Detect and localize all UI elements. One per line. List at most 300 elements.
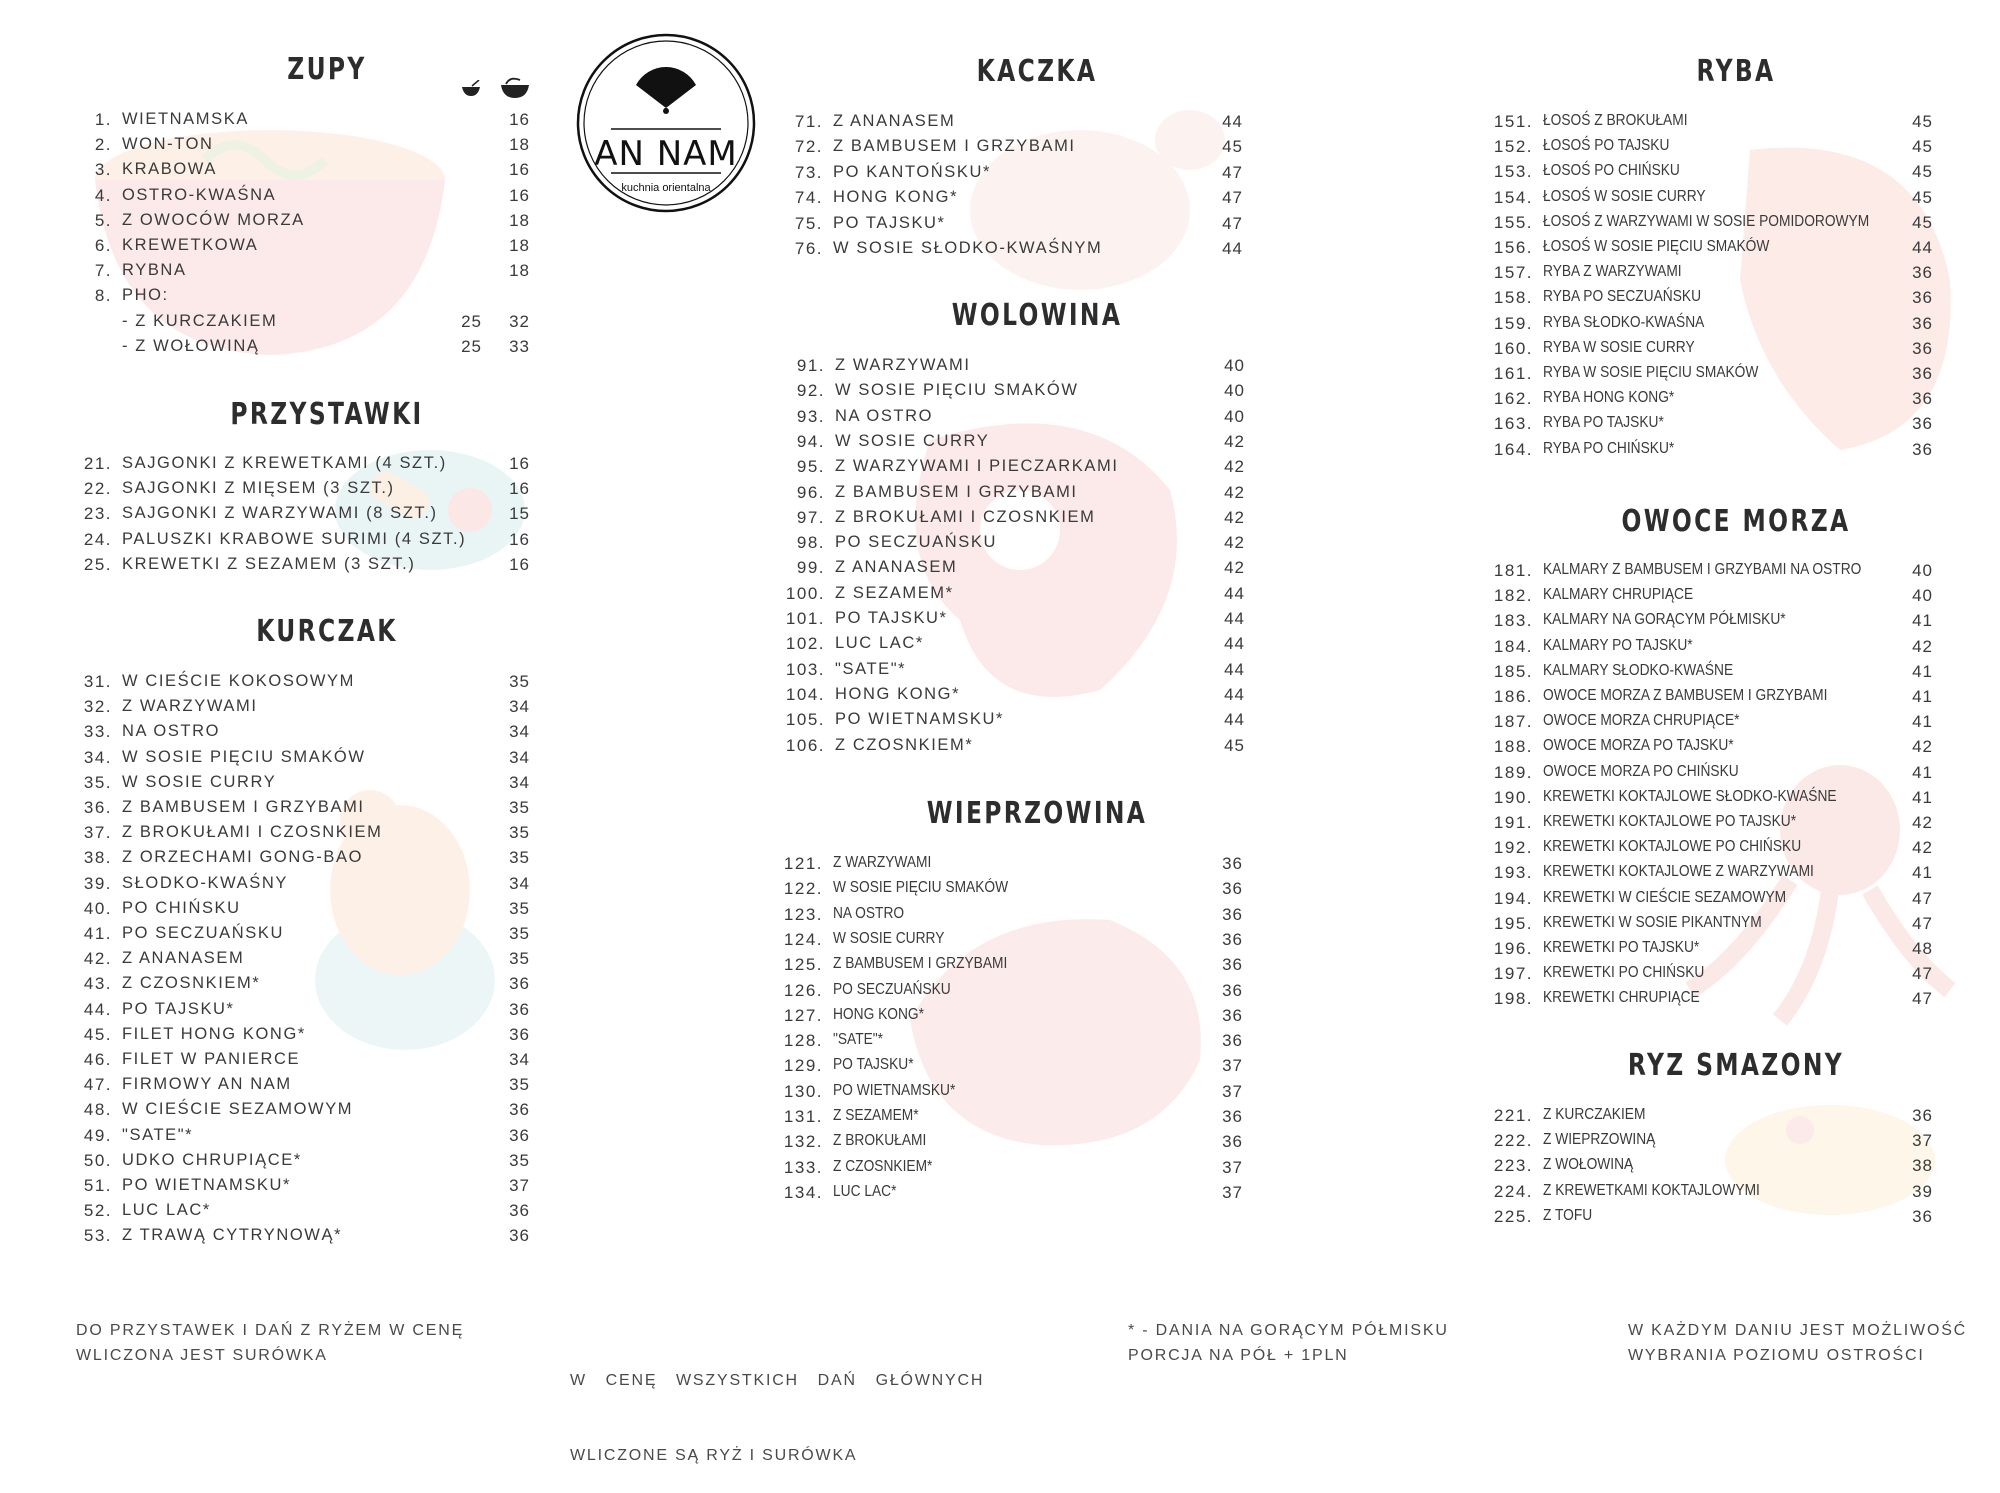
menu-item-number: 3. bbox=[94, 160, 112, 180]
menu-item-number: 97. bbox=[796, 507, 825, 527]
menu-item bbox=[0, 263, 2000, 288]
menu-item-number: 53. bbox=[83, 1226, 112, 1246]
menu-item-price: 44 bbox=[1224, 684, 1245, 704]
menu-item-number: 48. bbox=[83, 1100, 112, 1120]
menu-item-price: 38 bbox=[1912, 1156, 1933, 1176]
menu-item-number: 198. bbox=[1493, 989, 1533, 1009]
menu-item-number: 162. bbox=[1493, 389, 1533, 409]
menu-item bbox=[0, 440, 2000, 465]
menu-item-price: 41 bbox=[1912, 762, 1933, 782]
menu-item-name: KREWETKI PO TAJSKU* bbox=[1543, 939, 1700, 956]
menu-item-name: Z BAMBUSEM I GRZYBAMI bbox=[833, 955, 1008, 973]
menu-item-price: 36 bbox=[1912, 414, 1933, 434]
menu-item-name: KREWETKI CHRUPIĄCE bbox=[1543, 989, 1700, 1007]
menu-item-name: ŁOSOŚ W SOSIE CURRY bbox=[1543, 187, 1706, 205]
menu-item-price: 36 bbox=[509, 1125, 530, 1145]
menu-item-number: 189. bbox=[1493, 762, 1533, 782]
menu-item-price: 16 bbox=[509, 110, 530, 129]
menu-item-number: 157. bbox=[1493, 263, 1533, 283]
menu-item-name: PO KANTOŃSKU* bbox=[833, 162, 992, 181]
menu-item-number: 25. bbox=[83, 554, 112, 574]
menu-item-name: Z BROKUŁAMI I CZOSNKIEM bbox=[835, 507, 1096, 526]
menu-item-number: 22. bbox=[83, 479, 112, 499]
menu-item-name: NA OSTRO bbox=[833, 904, 905, 922]
menu-item-name: - Z KURCZAKIEM bbox=[122, 311, 278, 330]
menu-item-name: Z SEZAMEM* bbox=[835, 583, 954, 602]
menu-item-price: 36 bbox=[509, 1024, 530, 1044]
menu-item-name: "SATE"* bbox=[833, 1031, 884, 1049]
section-title-ryz: RYZ SMAZONY bbox=[1627, 1048, 1845, 1083]
menu-item-price: 44 bbox=[1224, 583, 1245, 603]
menu-item bbox=[0, 583, 2000, 611]
menu-item-price: 36 bbox=[1222, 1107, 1243, 1126]
menu-item-price: 47 bbox=[1912, 913, 1933, 933]
menu-item-price: 36 bbox=[1912, 439, 1933, 459]
menu-item-number: 223. bbox=[1493, 1156, 1533, 1176]
menu-item-number: 105. bbox=[785, 710, 825, 730]
menu-item-name: KREWETKI KOKTAJLOWE PO CHIŃSKU bbox=[1543, 838, 1802, 856]
menu-item-number: 71. bbox=[794, 112, 823, 131]
menu-item-price: 36 bbox=[1222, 980, 1243, 1000]
menu-item-name: Z WARZYWAMI I PIECZARKAMI bbox=[835, 457, 1119, 476]
menu-item-number: 24. bbox=[83, 529, 112, 549]
menu-item-name: Z CZOSNKIEM* bbox=[835, 735, 974, 754]
menu-item-number: 34. bbox=[83, 747, 112, 767]
menu-item-price: 42 bbox=[1912, 737, 1933, 757]
menu-item-number: 152. bbox=[1493, 137, 1533, 157]
menu-item-name: Z BAMBUSEM I GRZYBAMI bbox=[835, 482, 1078, 501]
section-title-owoce: OWOCE MORZA bbox=[1621, 504, 1851, 539]
menu-item-name: Z ANANASEM bbox=[122, 949, 245, 968]
menu-item-number: 122. bbox=[783, 879, 823, 899]
menu-item-price: 42 bbox=[1224, 507, 1245, 527]
menu-item-number: 96. bbox=[796, 482, 825, 502]
menu-item-name: KALMARY PO TAJSKU* bbox=[1543, 636, 1693, 654]
large-bowl-icon bbox=[500, 76, 530, 100]
menu-item bbox=[0, 637, 2000, 662]
menu-item-name: FILET W PANIERCE bbox=[122, 1050, 301, 1068]
section-title-ryba: RYBA bbox=[1696, 54, 1776, 89]
menu-item bbox=[0, 238, 2000, 263]
menu-item-number: 50. bbox=[83, 1150, 112, 1170]
menu-item-name: RYBA SŁODKO-KWAŚNA bbox=[1543, 313, 1705, 331]
menu-item-price: 37 bbox=[509, 1176, 530, 1195]
menu-item-price: 34 bbox=[509, 747, 530, 767]
menu-item-number: 158. bbox=[1493, 288, 1533, 308]
menu-item-price: 36 bbox=[509, 1201, 530, 1221]
menu-item-name: HONG KONG* bbox=[835, 684, 961, 703]
menu-item-name: KALMARY CHRUPIĄCE bbox=[1543, 586, 1694, 604]
menu-item-price: 36 bbox=[509, 1226, 530, 1246]
menu-item-name: KREWETKI Z SEZAMEM (3 SZT.) bbox=[122, 554, 416, 573]
menu-item-name: PO TAJSKU* bbox=[122, 999, 235, 1018]
menu-item-number: 161. bbox=[1493, 364, 1533, 383]
menu-item-price: 36 bbox=[1222, 955, 1243, 975]
menu-item-price: 37 bbox=[1222, 1157, 1243, 1177]
menu-item-price: 42 bbox=[1224, 558, 1245, 578]
menu-item-number: 127. bbox=[783, 1005, 823, 1025]
menu-item-price: 42 bbox=[1224, 457, 1245, 477]
menu-item-number: 2. bbox=[94, 135, 112, 155]
menu-item-price: 42 bbox=[1224, 431, 1245, 451]
menu-item-price: 42 bbox=[1912, 838, 1933, 858]
menu-item-price: 36 bbox=[1222, 879, 1243, 899]
menu-item-name: NA OSTRO bbox=[122, 722, 221, 741]
menu-item-number: 155. bbox=[1493, 212, 1533, 232]
menu-item-name: SAJGONKI Z KREWETKAMI (4 SZT.) bbox=[122, 454, 447, 472]
menu-item-price: 35 bbox=[509, 949, 530, 969]
section-title-wolowina: WOLOWINA bbox=[951, 298, 1123, 333]
menu-item-name: RYBA HONG KONG* bbox=[1543, 389, 1675, 407]
menu-item-price: 36 bbox=[1912, 1206, 1933, 1226]
footer-note-spiciness bbox=[1628, 1318, 1967, 1368]
menu-item bbox=[0, 1082, 2000, 1107]
logo-tagline: kuchnia orientalna bbox=[621, 182, 711, 194]
menu-item-number: 8. bbox=[94, 286, 112, 306]
menu-item-number: 188. bbox=[1493, 737, 1533, 757]
menu-item bbox=[0, 112, 2000, 137]
menu-item-number: 43. bbox=[83, 974, 112, 994]
menu-item-number: 129. bbox=[783, 1056, 823, 1076]
menu-item-name: W SOSIE CURRY bbox=[835, 431, 990, 450]
menu-item-name: UDKO CHRUPIĄCE* bbox=[122, 1150, 302, 1169]
menu-item-price: 16 bbox=[509, 529, 530, 549]
menu-item-number: 51. bbox=[83, 1176, 112, 1195]
menu-item-name: - Z WOŁOWINĄ bbox=[122, 336, 260, 355]
menu-item-number: 163. bbox=[1493, 414, 1533, 434]
menu-item-price: 41 bbox=[1912, 863, 1933, 883]
menu-item-name: PO WIETNAMSKU* bbox=[122, 1176, 292, 1194]
menu-item-number: 74. bbox=[794, 188, 823, 208]
menu-item-number: 41. bbox=[83, 924, 112, 943]
menu-item-price: 44 bbox=[1224, 659, 1245, 679]
menu-item-price: 36 bbox=[509, 999, 530, 1019]
menu-item-price: 47 bbox=[1912, 964, 1933, 984]
menu-item bbox=[0, 210, 2000, 238]
menu-item-name: SAJGONKI Z MIĘSEM (3 SZT.) bbox=[122, 479, 395, 498]
menu-item-name: Z BROKUŁAMI I CZOSNKIEM bbox=[122, 823, 383, 842]
menu-item-price: 35 bbox=[509, 1150, 530, 1170]
menu-item-number: 1. bbox=[94, 110, 112, 129]
menu-item-number: 92. bbox=[796, 381, 825, 401]
menu-item-name: HONG KONG* bbox=[833, 1005, 924, 1023]
footer-note-line: WLICZONA JEST SURÓWKA bbox=[76, 1347, 328, 1364]
menu-item-price: 44 bbox=[1222, 239, 1243, 258]
menu-item-price: 45 bbox=[1224, 735, 1245, 755]
menu-item-name: Z SEZAMEM* bbox=[833, 1107, 919, 1124]
menu-item-price: 36 bbox=[1912, 389, 1933, 409]
menu-item-number: 159. bbox=[1493, 313, 1533, 333]
menu-item-name: Z WOŁOWINĄ bbox=[1543, 1156, 1634, 1174]
menu-item-number: 4. bbox=[94, 185, 112, 205]
menu-item-price: 37 bbox=[1912, 1131, 1933, 1151]
menu-item-price: 41 bbox=[1912, 712, 1933, 732]
section-title-kurczak: KURCZAK bbox=[256, 614, 398, 649]
menu-item-price: 32 bbox=[509, 311, 530, 331]
menu-item-price: 35 bbox=[509, 848, 530, 868]
menu-item-price: 42 bbox=[1912, 636, 1933, 656]
menu-item-name: KREWETKI KOKTAJLOWE SŁODKO-KWAŚNE bbox=[1543, 787, 1837, 805]
menu-item-number: 106. bbox=[785, 735, 825, 755]
menu-item-name: RYBA PO CHIŃSKU* bbox=[1543, 439, 1675, 457]
menu-item bbox=[0, 863, 2000, 888]
menu-item-number: 76. bbox=[794, 239, 823, 258]
menu-item-price: 47 bbox=[1222, 162, 1243, 182]
footer-note-salad bbox=[76, 1318, 464, 1368]
menu-item-number: 35. bbox=[83, 772, 112, 792]
menu-item-name: FILET HONG KONG* bbox=[122, 1024, 306, 1043]
menu-item-price: 44 bbox=[1224, 634, 1245, 654]
menu-item-price: 18 bbox=[509, 135, 530, 155]
menu-item-name: ŁOSOŚ PO TAJSKU bbox=[1543, 137, 1670, 155]
menu-item-price: 47 bbox=[1912, 989, 1933, 1009]
menu-item-price: 34 bbox=[509, 772, 530, 792]
menu-item-name: KREWETKI PO CHIŃSKU bbox=[1543, 964, 1705, 982]
menu-item-number: 101. bbox=[785, 609, 825, 628]
menu-item-name: Z BAMBUSEM I GRZYBAMI bbox=[833, 137, 1076, 156]
menu-item-price: 42 bbox=[1224, 482, 1245, 502]
menu-item-price: 47 bbox=[1222, 213, 1243, 233]
menu-item bbox=[0, 1182, 2000, 1207]
section-title-zupy: ZUPY bbox=[287, 52, 367, 87]
menu-item-number: 164. bbox=[1493, 439, 1533, 459]
menu-item-name: LUC LAC* bbox=[833, 1182, 897, 1200]
menu-item-price: 45 bbox=[1222, 137, 1243, 157]
menu-item-name: PO CHIŃSKU bbox=[122, 898, 241, 917]
menu-item-number: 37. bbox=[83, 823, 112, 843]
menu-item-price: 16 bbox=[509, 160, 530, 180]
menu-item-number: 5. bbox=[94, 210, 112, 230]
menu-item-name: Z OWOCÓW MORZA bbox=[122, 210, 305, 229]
menu-item bbox=[0, 813, 2000, 838]
menu-item-number: 95. bbox=[796, 457, 825, 477]
menu-item-price: 35 bbox=[509, 672, 530, 691]
menu-item-number: 187. bbox=[1493, 712, 1533, 732]
menu-item-price: 42 bbox=[1224, 533, 1245, 553]
menu-item-name: OWOCE MORZA Z BAMBUSEM I GRZYBAMI bbox=[1543, 687, 1828, 704]
menu-item bbox=[0, 389, 2000, 414]
menu-item-number: 73. bbox=[794, 162, 823, 182]
menu-item-price: 16 bbox=[509, 554, 530, 574]
menu-item-name: ŁOSOŚ Z BROKUŁAMI bbox=[1543, 112, 1688, 129]
menu-item-name: LUC LAC* bbox=[835, 634, 924, 653]
menu-item-name: KALMARY NA GORĄCYM PÓŁMISKU* bbox=[1543, 611, 1786, 629]
menu-item-name: SAJGONKI Z WARZYWAMI (8 SZT.) bbox=[122, 504, 438, 523]
menu-item-price: 16 bbox=[509, 454, 530, 473]
menu-item-price: 40 bbox=[1224, 356, 1245, 375]
menu-item-number: 151. bbox=[1493, 112, 1533, 131]
menu-item-number: 195. bbox=[1493, 913, 1533, 933]
menu-item-name: OWOCE MORZA PO TAJSKU* bbox=[1543, 737, 1734, 755]
menu-item-price-small: 25 bbox=[461, 336, 482, 356]
menu-item-number: 44. bbox=[83, 999, 112, 1019]
menu-item-number: 99. bbox=[796, 558, 825, 578]
menu-item-number: 133. bbox=[783, 1157, 823, 1177]
logo-brand-name: AN NAM bbox=[594, 134, 738, 174]
menu-item-price: 16 bbox=[509, 479, 530, 499]
menu-item-price: 40 bbox=[1912, 586, 1933, 606]
menu-item-price: 40 bbox=[1912, 561, 1933, 580]
menu-item-price: 36 bbox=[1222, 904, 1243, 924]
menu-item-name: Z WIEPRZOWINĄ bbox=[1543, 1131, 1656, 1149]
menu-item-name: "SATE"* bbox=[122, 1125, 194, 1144]
menu-item-price: 36 bbox=[1912, 1106, 1933, 1125]
menu-item-number: 93. bbox=[796, 406, 825, 426]
menu-item-number: 160. bbox=[1493, 338, 1533, 358]
menu-item-number: 185. bbox=[1493, 661, 1533, 681]
menu-item-number: 40. bbox=[83, 898, 112, 918]
footer-note-rice bbox=[570, 1318, 984, 1493]
menu-item-price: 36 bbox=[1222, 1031, 1243, 1051]
menu-item-number: 91. bbox=[796, 356, 825, 375]
menu-item-number: 103. bbox=[785, 659, 825, 679]
menu-item-price: 47 bbox=[1912, 888, 1933, 908]
menu-item-number: 31. bbox=[83, 672, 112, 691]
menu-item-price: 36 bbox=[1222, 854, 1243, 873]
menu-item-number: 190. bbox=[1493, 787, 1533, 807]
menu-item-number: 126. bbox=[783, 980, 823, 1000]
menu-item-price: 37 bbox=[1222, 1182, 1243, 1202]
menu-item-name: W SOSIE PIĘCIU SMAKÓW bbox=[122, 747, 366, 766]
menu-item-price: 44 bbox=[1224, 609, 1245, 628]
menu-item bbox=[0, 989, 2000, 1014]
menu-item-price: 18 bbox=[509, 210, 530, 230]
menu-item-price: 34 bbox=[509, 697, 530, 717]
menu-item-price: 36 bbox=[1222, 1005, 1243, 1025]
menu-item bbox=[0, 414, 2000, 439]
menu-item-name: HONG KONG* bbox=[833, 188, 959, 207]
menu-item-name: RYBA PO TAJSKU* bbox=[1543, 414, 1664, 432]
menu-item-price: 33 bbox=[509, 336, 530, 356]
menu-item-number: 222. bbox=[1493, 1131, 1533, 1151]
menu-item-name: PO SECZUAŃSKU bbox=[835, 533, 997, 552]
menu-item-price: 42 bbox=[1912, 813, 1933, 832]
menu-item-name: Z CZOSNKIEM* bbox=[833, 1157, 933, 1175]
menu-item-number: 131. bbox=[783, 1107, 823, 1126]
menu-item-number: 47. bbox=[83, 1075, 112, 1095]
menu-item-price: 48 bbox=[1912, 939, 1933, 958]
menu-item-name: W SOSIE CURRY bbox=[122, 772, 277, 791]
menu-item-name: KREWETKI KOKTAJLOWE PO TAJSKU* bbox=[1543, 813, 1797, 830]
menu-item-name: LUC LAC* bbox=[122, 1201, 211, 1220]
menu-item-name: RYBA Z WARZYWAMI bbox=[1543, 263, 1682, 281]
menu-item-price: 35 bbox=[509, 898, 530, 918]
menu-item-price: 44 bbox=[1912, 238, 1933, 257]
menu-item-price: 18 bbox=[509, 236, 530, 255]
menu-item-price: 35 bbox=[509, 1075, 530, 1095]
menu-item-number: 39. bbox=[83, 873, 112, 893]
menu-item-number: 42. bbox=[83, 949, 112, 969]
menu-item-name: W SOSIE PIĘCIU SMAKÓW bbox=[833, 879, 1009, 897]
menu-item-name: KREWETKOWA bbox=[122, 236, 259, 254]
footer-note-line: WYBRANIA POZIOMU OSTROŚCI bbox=[1628, 1347, 1925, 1364]
menu-item-number: 194. bbox=[1493, 888, 1533, 908]
menu-item bbox=[0, 1207, 2000, 1232]
menu-item-price: 36 bbox=[1222, 1132, 1243, 1152]
menu-item-name: PO WIETNAMSKU* bbox=[835, 710, 1005, 729]
section-title-przystawki: PRZYSTAWKI bbox=[230, 397, 424, 432]
menu-item-price: 34 bbox=[509, 873, 530, 893]
menu-item-name: PO TAJSKU* bbox=[833, 1056, 914, 1074]
menu-item bbox=[0, 889, 2000, 914]
menu-item-name: Z BAMBUSEM I GRZYBAMI bbox=[122, 798, 365, 816]
menu-item bbox=[0, 939, 2000, 964]
menu-item bbox=[0, 1131, 2000, 1156]
menu-item-name: FIRMOWY AN NAM bbox=[122, 1075, 292, 1094]
menu-item-price: 36 bbox=[1912, 288, 1933, 308]
menu-item bbox=[0, 185, 2000, 213]
menu-item-number: 221. bbox=[1493, 1106, 1533, 1125]
menu-item-number: 191. bbox=[1493, 813, 1533, 832]
menu-item-price: 36 bbox=[509, 974, 530, 994]
section-title-kaczka: KACZKA bbox=[976, 54, 1098, 89]
menu-item-name: OSTRO-KWAŚNA bbox=[122, 185, 277, 204]
menu-item bbox=[0, 659, 2000, 687]
menu-item-name: NA OSTRO bbox=[835, 406, 934, 425]
menu-item-number: 33. bbox=[83, 722, 112, 742]
menu-item-name: PO SECZUAŃSKU bbox=[122, 924, 284, 942]
menu-item-name: W SOSIE SŁODKO-KWAŚNYM bbox=[833, 239, 1103, 257]
menu-item-number: 186. bbox=[1493, 687, 1533, 706]
footer-note-line: DO PRZYSTAWEK I DAŃ Z RYŻEM W CENĘ bbox=[76, 1322, 465, 1339]
menu-item-price: 41 bbox=[1912, 787, 1933, 807]
menu-item-price: 47 bbox=[1222, 188, 1243, 208]
menu-item-number: 72. bbox=[794, 137, 823, 157]
menu-item-number: 181. bbox=[1493, 561, 1533, 580]
menu-item-name: Z WARZYWAMI bbox=[122, 697, 258, 716]
menu-item bbox=[0, 561, 2000, 586]
menu-item-price: 44 bbox=[1222, 112, 1243, 131]
menu-item-name: KALMARY SŁODKO-KWAŚNE bbox=[1543, 661, 1734, 679]
footer-note-line: * - DANIA NA GORĄCYM PÓŁMISKU bbox=[1128, 1322, 1449, 1339]
menu-item-name: PO SECZUAŃSKU bbox=[833, 980, 951, 998]
menu-item-price: 41 bbox=[1912, 611, 1933, 631]
menu-item-number: 196. bbox=[1493, 939, 1533, 958]
menu-item-name: OWOCE MORZA CHRUPIĄCE* bbox=[1543, 712, 1740, 730]
menu-item-number: 125. bbox=[783, 955, 823, 975]
menu-item-name: Z CZOSNKIEM* bbox=[122, 974, 261, 993]
footer-note-hot-plate bbox=[1128, 1318, 1449, 1368]
menu-item-price: 18 bbox=[509, 261, 530, 281]
menu-item-price: 45 bbox=[1912, 162, 1933, 182]
menu-item-price: 37 bbox=[1222, 1056, 1243, 1076]
menu-item-price: 16 bbox=[509, 185, 530, 205]
menu-item-number: 156. bbox=[1493, 238, 1533, 257]
menu-item-number: 224. bbox=[1493, 1181, 1533, 1201]
menu-item-name: RYBA W SOSIE CURRY bbox=[1543, 338, 1695, 356]
menu-item-number: 104. bbox=[785, 684, 825, 704]
menu-item-name: Z TOFU bbox=[1543, 1206, 1593, 1224]
footer-note-line: W KAŻDYM DANIU JEST MOŻLIWOŚĆ bbox=[1628, 1322, 1968, 1339]
menu-item-name: Z KREWETKAMI KOKTAJLOWYMI bbox=[1543, 1181, 1760, 1199]
menu-item-number: 102. bbox=[785, 634, 825, 654]
menu-item-number: 153. bbox=[1493, 162, 1533, 182]
menu-item-number: 154. bbox=[1493, 187, 1533, 207]
menu-item-number: 36. bbox=[83, 798, 112, 817]
menu-item-price: 36 bbox=[509, 1100, 530, 1120]
menu-item-number: 7. bbox=[94, 261, 112, 281]
menu-item-price: 37 bbox=[1222, 1081, 1243, 1101]
menu-item-name: WIETNAMSKA bbox=[122, 110, 249, 128]
menu-item-name: ŁOSOŚ W SOSIE PIĘCIU SMAKÓW bbox=[1543, 238, 1770, 255]
menu-item-name: W SOSIE CURRY bbox=[833, 929, 945, 947]
menu-item bbox=[0, 788, 2000, 813]
menu-item-name: KREWETKI W SOSIE PIKANTNYM bbox=[1543, 913, 1762, 931]
menu-item-name: RYBA W SOSIE PIĘCIU SMAKÓW bbox=[1543, 364, 1759, 381]
menu-item-price: 35 bbox=[509, 823, 530, 843]
menu-item-name: Z BROKUŁAMI bbox=[833, 1132, 927, 1150]
menu-item-price: 35 bbox=[509, 924, 530, 943]
